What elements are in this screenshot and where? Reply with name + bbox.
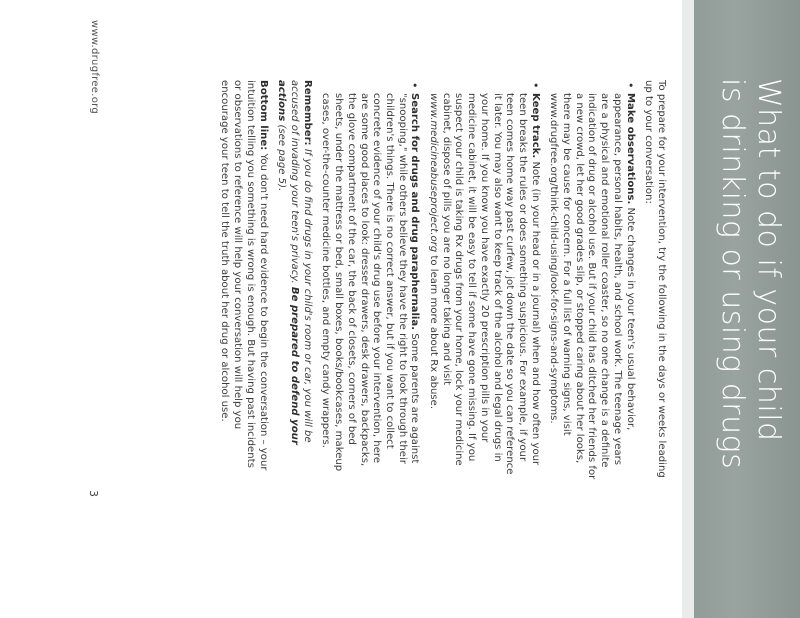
- page-title: [714, 0, 786, 618]
- list-item: [319, 80, 421, 480]
- remember-emphasis: Be prepared to defend your actions: [276, 80, 301, 445]
- remember-note: [275, 80, 313, 480]
- remember-page-ref: (see page 5).: [276, 124, 288, 192]
- bullet-icon: •: [528, 82, 542, 89]
- bullet-heading: Make observations.: [624, 93, 636, 205]
- title-line-2: is drinking or using drugs: [715, 78, 750, 470]
- bullet-icon: •: [623, 82, 637, 89]
- list-item: [426, 80, 540, 480]
- bullet-icon: •: [408, 82, 422, 89]
- footer-url[interactable]: www.drugfree.org: [89, 20, 100, 115]
- tips-list: [319, 80, 636, 480]
- bullet-heading: Search for drugs and drug paraphernalia.: [409, 93, 421, 331]
- bullet-heading: Keep track.: [529, 93, 541, 159]
- intro-paragraph: To prepare for your intervention, try the following in the days or weeks leading up to your conversation:: [643, 80, 667, 478]
- bullet-text: Note (in your head or in a journal) when and how often your teen breaks the rules or does something suspicious. For example, if your teen comes home way past curfew, jot down the date so you can reference it later. You may also want to keep track of the alcohol and legal drugs in your home. If you know you have exactly 20 prescription pills in your medicine cabinet, it will be easy to tell if some have gone missing. If you suspect your child is taking Rx drugs from your home, lock your medicine cabinet, dispose of pills you are no longer taking and visit: [440, 93, 541, 475]
- scan-edge: [682, 0, 694, 618]
- bullet-text: Some parents are against "snooping," while others believe they have the right to look through their children's things. There is no correct answer, but if you want to collect concrete evidence of your child's drug use before your intervention, here are some good places to look: dresser drawers, desk drawers, backpacks, the glove compartment of the car, the back of closets, corners of bed sheets, under the mattress or bed, small boxes, books/bookcases, makeup cases, over-the-counter medicine bottles, and empty candy wrappers.: [320, 93, 421, 472]
- bottom-line-text: You don't need hard evidence to begin the conversation – your intuition telling you something is wrong is enough. But having past incidents or observations to reference will help your conversation will help you encourage your teen to tell the truth about her drug or alcohol use.: [219, 80, 269, 471]
- medicine-abuse-link[interactable]: www.medicineabuseproject.org: [428, 93, 440, 253]
- title-line-1: What to do if your child: [751, 78, 786, 442]
- list-item: [547, 80, 636, 480]
- bullet-text-end: to learn more about Rx abuse.: [428, 255, 440, 410]
- remember-text: If you do find drugs in your child's room or car, you will be accused of invading your teen's privacy.: [289, 80, 313, 443]
- page-number: 3: [87, 490, 100, 497]
- remember-label: Remember:: [301, 80, 313, 146]
- bottom-line-label: Bottom line:: [257, 80, 269, 151]
- bottom-line-note: [218, 80, 269, 480]
- bullet-text: Note changes in your teen's usual behavior, appearance, personal habits, health, and school work. The teenage years are a physical and emotional roller coaster, so no one change is a definite indication of drug or alcohol use. But if your child has ditched her friends for a new crowd, let her good grades slip, or stopped caring about her looks, there may be cause for concern. For a full list of warning signs, visit www.drugfree.org/think-child-using/look-for-signs-and-symptoms.: [548, 93, 636, 480]
- article-body: [212, 80, 667, 480]
